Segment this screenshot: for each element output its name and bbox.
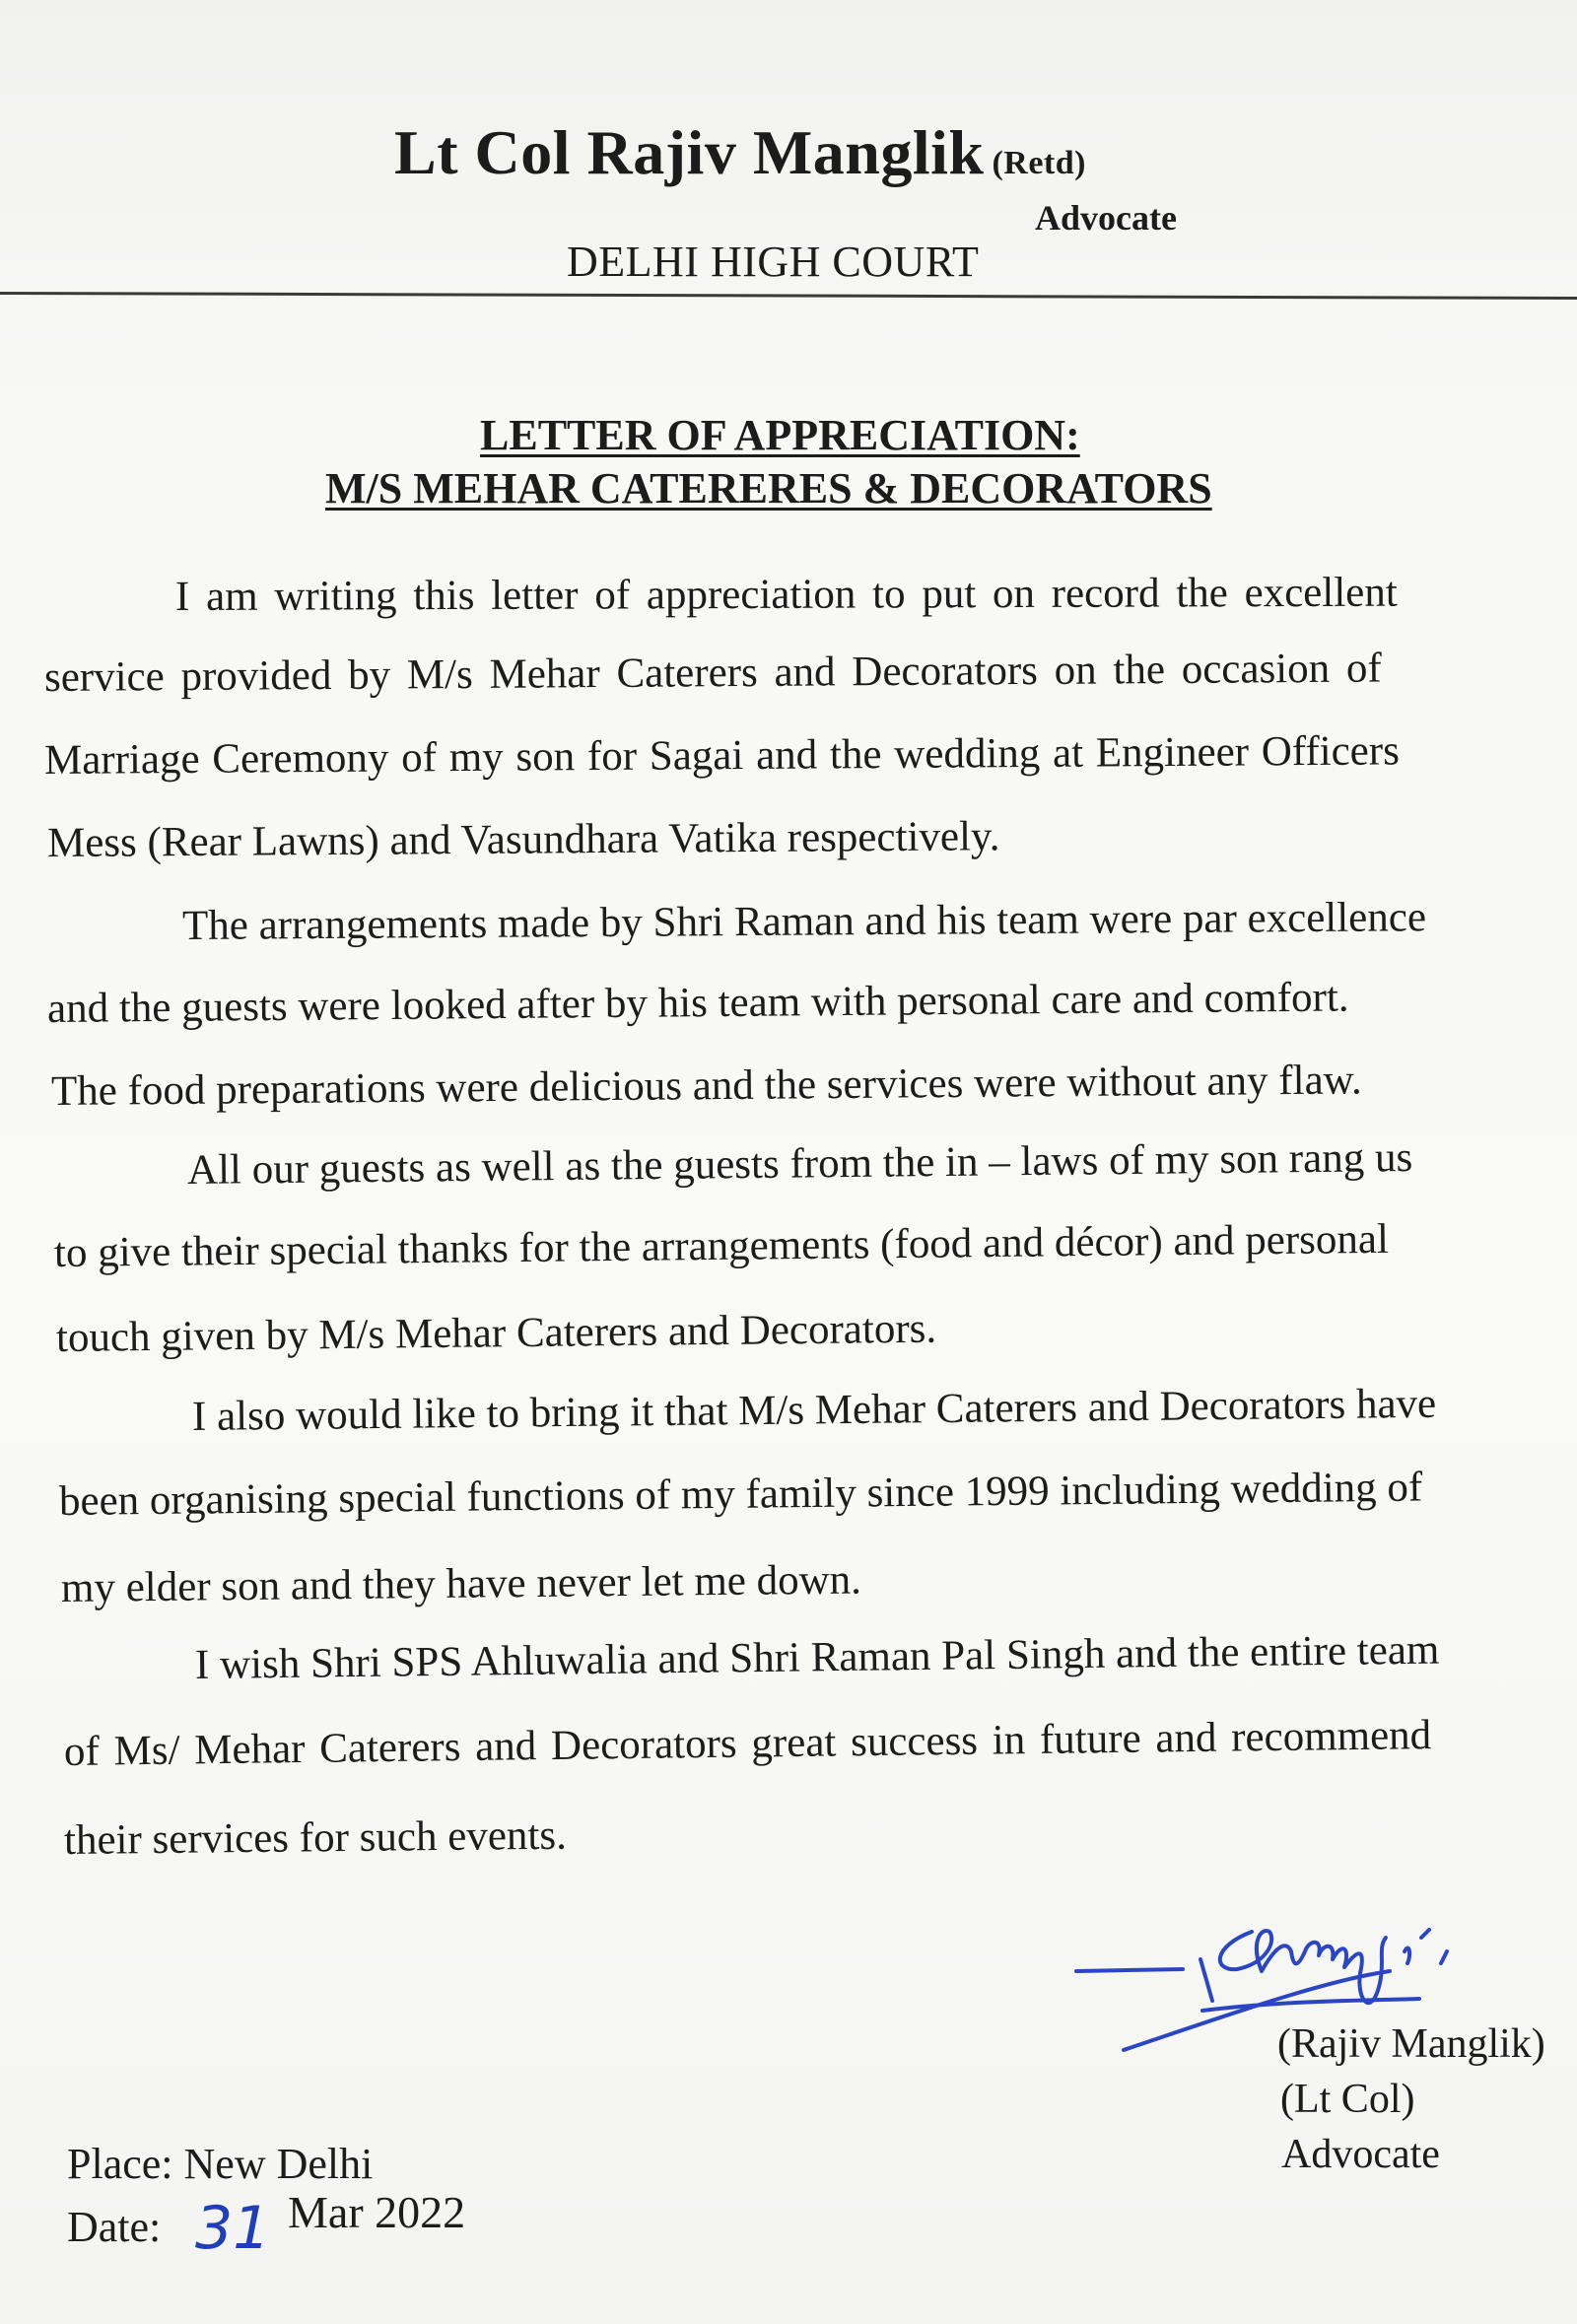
body-line: and the guests were looked after by his team with personal care and comfort.	[46, 974, 1349, 1032]
body-line: touch given by M/s Mehar Caterers and Decorators.	[55, 1305, 937, 1361]
place-line: Place: New Delhi	[67, 2140, 374, 2188]
body-line: Marriage Ceremony of my son for Sagai and the wedding at Engineer Officers	[43, 727, 1401, 784]
body-line: I am writing this letter of appreciation to put on record the excellent	[174, 569, 1398, 620]
date-day-handwritten: 31	[195, 2194, 271, 2263]
body-line: The food preparations were delicious and the services were without any flaw.	[50, 1057, 1362, 1115]
body-line: I wish Shri SPS Ahluwalia and Shri Raman Pal Singh and the entire team	[194, 1626, 1440, 1688]
body-line: been organising special functions of my family since 1999 including wedding of	[58, 1464, 1423, 1525]
letterhead-designation: Advocate	[1035, 198, 1177, 238]
body-line: service provided by M/s Mehar Caterers and Decorators on the occasion of	[43, 645, 1382, 701]
body-line: of Ms/ Mehar Caterers and Decorators great success in future and recommend	[63, 1712, 1432, 1775]
date-label: Date:	[67, 2203, 162, 2251]
letter-title: LETTER OF APPRECIATION:	[480, 411, 1080, 459]
letterhead-name: Lt Col Rajiv Manglik (Retd)	[394, 117, 1086, 187]
letterhead-rule	[0, 292, 1577, 300]
body-line: All our guests as well as the guests from the in – laws of my son rang us	[186, 1133, 1413, 1194]
signatory-name: (Rajiv Manglik)	[1277, 2021, 1545, 2067]
body-line: I also would like to bring it that M/s Mehar Caterers and Decorators have	[191, 1380, 1437, 1440]
signatory-rank: (Lt Col)	[1280, 2077, 1415, 2122]
letter-subject: M/S MEHAR CATERERES & DECORATORS	[325, 464, 1212, 513]
date-month-year: Mar 2022	[288, 2187, 466, 2237]
letterhead-retd: (Retd)	[992, 145, 1086, 181]
body-line: their services for such events.	[63, 1811, 568, 1864]
body-line: to give their special thanks for the arrangements (food and décor) and personal	[53, 1215, 1390, 1276]
letterhead-court: DELHI HIGH COURT	[567, 238, 980, 286]
body-line: The arrangements made by Shri Raman and his team were par excellence	[181, 894, 1427, 949]
body-line: Mess (Rear Lawns) and Vasundhara Vatika respectively.	[46, 813, 1000, 866]
signatory-designation: Advocate	[1281, 2132, 1440, 2177]
body-line: my elder son and they have never let me down.	[60, 1556, 862, 1611]
